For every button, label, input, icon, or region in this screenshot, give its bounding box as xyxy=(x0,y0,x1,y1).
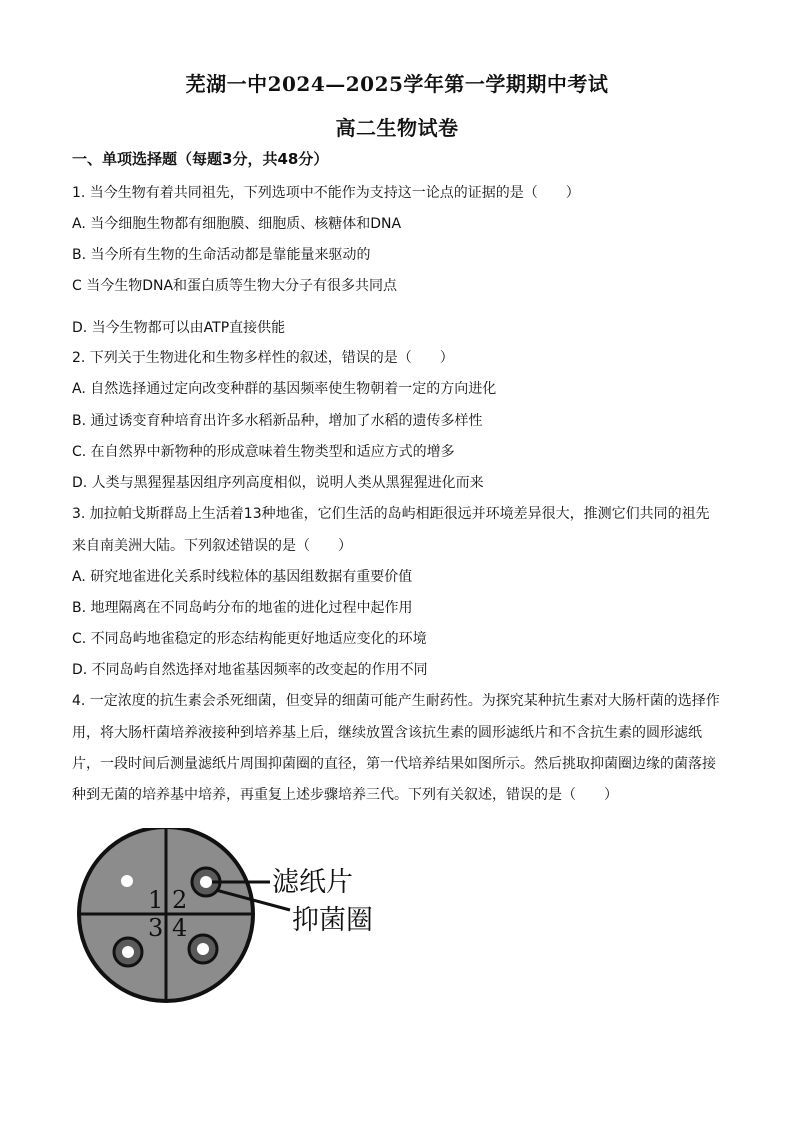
question-3-option-d: D. 不同岛屿自然选择对地雀基因频率的改变起的作用不同 xyxy=(72,662,428,678)
label-inhibition-zone: 抑菌圈 xyxy=(292,905,373,936)
filter-paper-quadrant-4 xyxy=(197,943,209,955)
question-2-stem: 2. 下列关于生物进化和生物多样性的叙述，错误的是（ ） xyxy=(72,350,454,366)
quadrant-label-2: 2 xyxy=(172,886,188,914)
quadrant-label-1: 1 xyxy=(148,886,164,914)
filter-paper-quadrant-2 xyxy=(200,876,212,888)
exam-title: 芜湖一中2024—2025学年第一学期期中考试 xyxy=(185,72,609,96)
exam-subtitle: 高二生物试卷 xyxy=(335,116,459,140)
question-1-option-b: B. 当今所有生物的生命活动都是靠能量来驱动的 xyxy=(72,247,371,263)
question-3-option-b: B. 地理隔离在不同岛屿分布的地雀的进化过程中起作用 xyxy=(72,600,413,616)
question-2-option-a: A. 自然选择通过定向改变种群的基因频率使生物朝着一定的方向进化 xyxy=(72,381,497,397)
quadrant-label-3: 3 xyxy=(148,914,164,942)
petri-dish-figure xyxy=(72,828,412,1008)
question-4-stem-line-1: 4. 一定浓度的抗生素会杀死细菌，但变异的细菌可能产生耐药性。为探究某种抗生素对大肠杆菌的选择作 xyxy=(72,693,720,709)
question-1-option-d: D. 当今生物都可以由ATP直接供能 xyxy=(72,320,286,336)
quadrant-label-4: 4 xyxy=(172,914,188,942)
question-4-stem-line-3: 片，一段时间后测量滤纸片周围抑菌圈的直径，第一代培养结果如图所示。然后挑取抑菌圈边缘的菌落接 xyxy=(72,756,716,772)
question-3-option-a: A. 研究地雀进化关系时线粒体的基因组数据有重要价值 xyxy=(72,569,413,585)
question-3-option-c: C. 不同岛屿地雀稳定的形态结构能更好地适应变化的环境 xyxy=(72,631,427,647)
question-2-option-d: D. 人类与黑猩猩基因组序列高度相似，说明人类从黑猩猩进化而来 xyxy=(72,475,484,491)
label-filter-paper: 滤纸片 xyxy=(272,867,353,898)
filter-paper-quadrant-1 xyxy=(121,875,133,887)
question-1-option-c: C 当今生物DNA和蛋白质等生物大分子有很多共同点 xyxy=(72,278,398,294)
question-1-option-a: A. 当今细胞生物都有细胞膜、细胞质、核糖体和DNA xyxy=(72,216,402,232)
question-4-stem-line-4: 种到无菌的培养基中培养，再重复上述步骤培养三代。下列有关叙述，错误的是（ ） xyxy=(72,787,618,803)
filter-paper-quadrant-3 xyxy=(122,946,134,958)
question-3-stem-line-2: 来自南美洲大陆。下列叙述错误的是（ ） xyxy=(72,538,352,554)
question-1-stem: 1. 当今生物有着共同祖先，下列选项中不能作为支持这一论点的证据的是（ ） xyxy=(72,185,580,201)
question-3-stem-line-1: 3. 加拉帕戈斯群岛上生活着13种地雀，它们生活的岛屿相距很远并环境差异很大，推测它们共同的祖先 xyxy=(72,506,710,522)
question-4-stem-line-2: 用，将大肠杆菌培养液接种到培养基上后，继续放置含该抗生素的圆形滤纸片和不含抗生素的圆形滤纸 xyxy=(72,725,702,741)
question-2-option-c: C. 在自然界中新物种的形成意味着生物类型和适应方式的增多 xyxy=(72,444,455,460)
section-heading: 一、单项选择题（每题3分，共48分） xyxy=(72,150,329,168)
question-2-option-b: B. 通过诱变育种培育出许多水稻新品种，增加了水稻的遗传多样性 xyxy=(72,413,483,429)
